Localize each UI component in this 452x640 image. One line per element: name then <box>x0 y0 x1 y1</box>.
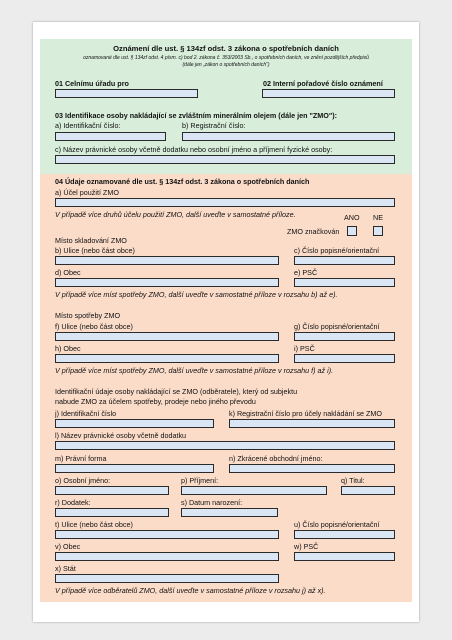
input-04w-postcode[interactable] <box>294 552 395 561</box>
label-04k: k) Registrační číslo pro účely nakládání se ZMO <box>229 409 382 418</box>
input-04e-postcode[interactable] <box>294 278 395 287</box>
label-04l: l) Název právnické osoby včetně dodatku <box>55 431 187 440</box>
input-04p-surname[interactable] <box>181 486 327 495</box>
label-04u: u) Číslo popisné/orientační <box>294 520 380 529</box>
label-03a: a) Identifikační číslo: <box>55 121 121 130</box>
label-ne: NE <box>373 213 383 222</box>
label-04p: p) Příjmení: <box>181 476 219 485</box>
label-04f: f) Ulice (nebo část obce) <box>55 322 133 331</box>
input-04u-house-number[interactable] <box>294 530 395 539</box>
note-04j-x: V případě více odběratelů ZMO, další uveďte v samostatné příloze v rozsahu j) až x). <box>55 586 326 595</box>
input-04f-street[interactable] <box>55 332 279 341</box>
label-04c: c) Číslo popisné/orientační <box>294 246 380 255</box>
label-04v: v) Obec <box>55 542 81 551</box>
label-customer-info-2: nabude ZMO za účelem spotřeby, prodeje nebo jiného převodu <box>55 397 256 406</box>
input-03c-name[interactable] <box>55 155 395 164</box>
label-04e: e) PSČ <box>294 268 318 277</box>
label-04w: w) PSČ <box>294 542 319 551</box>
checkbox-marked-no[interactable] <box>373 226 383 236</box>
input-04n-short-name[interactable] <box>229 464 395 473</box>
label-04s: s) Datum narození: <box>181 498 243 507</box>
label-04b: b) Ulice (nebo část obce) <box>55 246 135 255</box>
input-internal-number[interactable] <box>262 89 395 98</box>
input-03a-id-number[interactable] <box>55 132 166 141</box>
label-04x: x) Stát <box>55 564 76 573</box>
label-04t: t) Ulice (nebo část obce) <box>55 520 133 529</box>
checkbox-marked-yes[interactable] <box>347 226 357 236</box>
input-04o-first-name[interactable] <box>55 486 169 495</box>
input-04m-legal-form[interactable] <box>55 464 214 473</box>
label-04a: a) Účel použití ZMO <box>55 188 119 197</box>
form-subtitle-2: (dále jen „zákon o spotřebních daních“) <box>182 62 270 68</box>
label-04n: n) Zkrácené obchodní jméno: <box>229 454 323 463</box>
form-subtitle: oznamované dle ust. § 134zf odst. 4 písm. c) bod 2. zákona č. 353/2003 Sb., o spotřebních daních, ve znění pozdějších předpisů <box>83 55 369 61</box>
label-04j: j) Identifikační číslo <box>55 409 117 418</box>
label-04o: o) Osobní jméno: <box>55 476 111 485</box>
input-04k-registration-number[interactable] <box>229 419 395 428</box>
label-04d: d) Obec <box>55 268 81 277</box>
input-customs-office[interactable] <box>55 89 198 98</box>
input-04v-municipality[interactable] <box>55 552 279 561</box>
input-04c-house-number[interactable] <box>294 256 395 265</box>
label-03b: b) Registrační číslo: <box>182 121 246 130</box>
label-01-customs-office: 01 Celnímu úřadu pro <box>55 79 129 88</box>
input-04b-street[interactable] <box>55 256 279 265</box>
label-04h: h) Obec <box>55 344 81 353</box>
input-04l-company-name[interactable] <box>55 441 395 450</box>
input-04i-postcode[interactable] <box>294 354 395 363</box>
input-04q-title[interactable] <box>341 486 395 495</box>
input-04a-purpose[interactable] <box>55 198 395 207</box>
note-04b-e: V případě více míst spotřeby ZMO, další uveďte v samostatné příloze v rozsahu b) až e). <box>55 290 338 299</box>
label-04m: m) Právní forma <box>55 454 107 463</box>
label-ano: ANO <box>344 213 360 222</box>
label-consumption-place: Místo spotřeby ZMO <box>55 311 121 320</box>
label-storage-place: Místo skladování ZMO <box>55 236 127 245</box>
heading-03: 03 Identifikace osoby nakládající se zvláštním minerálním olejem (dále jen "ZMO"): <box>55 111 338 120</box>
label-04i: i) PSČ <box>294 344 315 353</box>
input-04g-house-number[interactable] <box>294 332 395 341</box>
input-04h-municipality[interactable] <box>55 354 279 363</box>
label-04g: g) Číslo popisné/orientační <box>294 322 380 331</box>
input-04r-suffix[interactable] <box>55 508 169 517</box>
note-04a: V případě více druhů účelu použití ZMO, další uveďte v samostatné příloze. <box>55 210 296 219</box>
input-03b-registration-number[interactable] <box>182 132 395 141</box>
form-title: Oznámení dle ust. § 134zf odst. 3 zákona o spotřebních daních <box>113 44 339 53</box>
input-04j-id-number[interactable] <box>55 419 214 428</box>
label-zmo-marked: ZMO značkován <box>287 227 340 236</box>
input-04x-country[interactable] <box>55 574 279 583</box>
input-04t-street[interactable] <box>55 530 279 539</box>
input-04s-birth-date[interactable] <box>181 508 278 517</box>
label-customer-info-1: Identifikační údaje osoby nakládající se ZMO (odběratele), který od subjektu <box>55 387 298 396</box>
heading-04: 04 Údaje oznamované dle ust. § 134zf odst. 3 zákona o spotřebních daních <box>55 177 310 186</box>
input-04d-municipality[interactable] <box>55 278 279 287</box>
label-04r: r) Dodatek: <box>55 498 91 507</box>
label-02-internal-number: 02 Interní pořadové číslo oznámení <box>263 79 383 88</box>
label-04q: q) Titul: <box>341 476 365 485</box>
label-03c: c) Název právnické osoby včetně dodatku nebo osobní jméno a příjmení fyzické osoby: <box>55 145 333 154</box>
note-04f-i: V případě více míst spotřeby ZMO, další uveďte v samostatné příloze v rozsahu f) až i). <box>55 366 334 375</box>
